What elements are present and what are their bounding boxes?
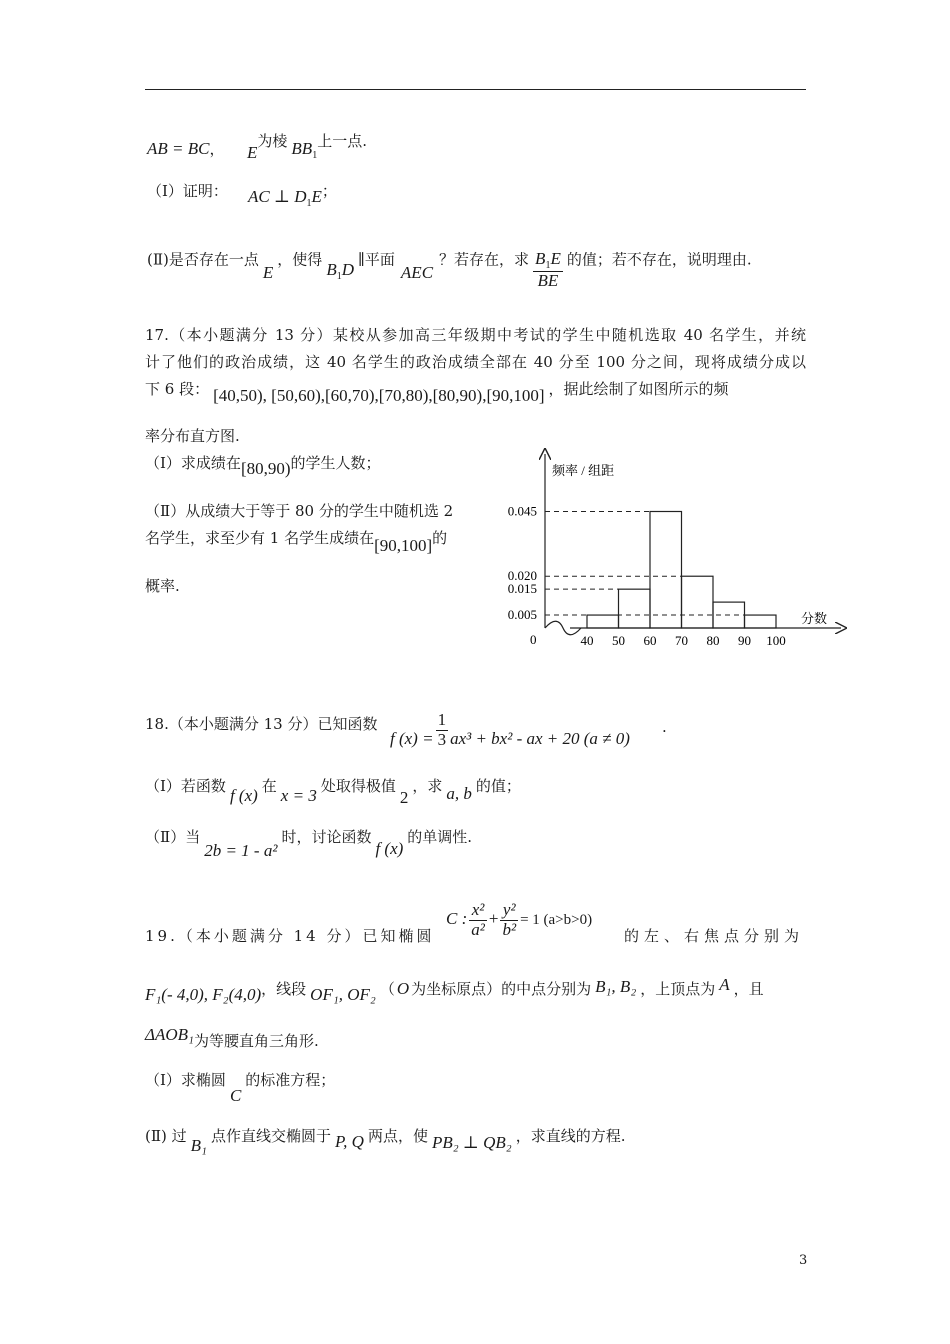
q16-part2 (147, 240, 752, 290)
q19-ellipse-equation (446, 901, 592, 939)
q17-intro-line2: 计了他们的政治成绩，这 40 名学生的政治成绩全部在 40 分至 100 分之间，现将成绩分成以 (145, 353, 806, 371)
q16-comma: ， (209, 140, 225, 158)
q17-part2-line2a: 名学生，求至少有 1 名学生成绩在 (145, 529, 375, 547)
q18-part1-ab: a, b (446, 784, 472, 803)
q19-x-fraction: $\frac{\text{x²}}{\text{a²}}$ (471, 900, 485, 939)
x-tick-label: 40 (580, 633, 594, 648)
q18-part1-label: （Ⅰ）若函数 (145, 777, 226, 795)
q19-line2-text4: ，上顶点为 (640, 980, 716, 998)
q18-func-rhs: ax³ + bx² - ax + 20 (a ≠ 0) (450, 729, 630, 749)
q16-part2-math-e: E (262, 263, 274, 283)
q17-intro-line3a: 下 6 段： (145, 380, 210, 398)
q19-line3-text: 为等腰直角三角形. (193, 1032, 319, 1050)
q16-part2-text2: ∥平面 (357, 250, 395, 269)
q19-part2-perp: PB₂ ⊥ QB₂ (431, 1133, 512, 1152)
q19-vertex-a: A (719, 975, 730, 994)
page-number: 3 (799, 1253, 808, 1268)
q18-part2-text2: 的单调性. (407, 828, 473, 846)
q17-intervals: [40,50), [50,60),[60,70),[70,80),[80,90),[90,100] (213, 386, 545, 405)
y-tick-label: 0.015 (507, 581, 537, 597)
y-tick-label: 0.005 (507, 607, 537, 623)
q19-line2-text3: 为坐标原点）的中点分别为 (411, 980, 592, 998)
q19-part2-text3: ，求直线的方程. (515, 1127, 626, 1145)
q19-triangle: ΔAOB₁ (145, 1025, 194, 1044)
q19-line2-text1: ，线段 (261, 980, 307, 998)
q19-line2 (145, 975, 764, 1004)
q19-part2 (145, 1125, 626, 1155)
histogram-bar-[50,60) (619, 589, 651, 628)
q19-midpoints: B₁, B₂ (595, 977, 637, 996)
q19-part1 (145, 1069, 336, 1105)
q18-function (390, 711, 630, 749)
q17-part2-line3: 概率. (145, 577, 180, 595)
q19-part1-label: （Ⅰ）求椭圆 (145, 1071, 226, 1089)
x-tick-label: 70 (675, 633, 688, 648)
q18-intro (145, 713, 377, 734)
q19-origin-o: O (396, 979, 410, 998)
q18-part2-text1: 时，讨论函数 (281, 828, 372, 846)
q19-intro-text: 19.（本小题满分 14 分）已知椭圆 (145, 927, 435, 945)
q19-intro-end: 的左、右焦点分别为 (624, 927, 805, 945)
q19-part1-c: C (229, 1086, 242, 1105)
q16-part1 (147, 180, 228, 201)
q18-part2-condition: 2b = 1 - a² (204, 841, 278, 860)
x-tick-label: 60 (643, 633, 657, 648)
x-tick-label: 90 (738, 633, 751, 648)
q16-part1-expression: AC ⊥ $D_1E$ (248, 187, 322, 209)
q16-line1 (147, 138, 224, 159)
q16-text-point: 上一点. (317, 132, 367, 150)
x-tick-label: 80 (706, 633, 720, 648)
q16-part2-fraction: $\frac{B_1E}{BE}$ (535, 249, 561, 290)
q18-part1-value2: 2 (399, 788, 409, 807)
origin-label: 0 (530, 632, 537, 647)
q17-part2-math: [90,100] (374, 536, 433, 555)
q17-part1-text: 的学生人数； (290, 454, 381, 472)
q17-part2-line2 (145, 527, 448, 555)
q18-part1-fx: f (x) (229, 786, 258, 805)
q18-func-lhs: f (x) = (390, 729, 434, 749)
x-axis-label: 分数 (801, 611, 828, 626)
q16-math-bb1: $BB_1$ (291, 139, 318, 161)
q19-intro (145, 925, 434, 946)
q18-intro-text: 18.（本小题满分 13 分）已知函数 (145, 715, 378, 733)
q18-period: . (662, 718, 667, 736)
header-rule (145, 89, 806, 90)
q18-part2-label: （Ⅱ）当 (145, 828, 201, 846)
y-tick-label: 0.020 (507, 568, 537, 584)
q18-part1-text1: 在 (261, 777, 277, 795)
q17-part1 (145, 452, 381, 478)
q16-part2-text1: ，使得 (277, 250, 323, 269)
q19-y-fraction: $\frac{\text{y²}}{\text{b²}}$ (502, 900, 517, 939)
q19-foci: F₁(- 4,0), F₂(4,0) (145, 985, 262, 1004)
q19-line2-text5: ，且 (733, 980, 764, 998)
histogram-bar-[90,100] (745, 615, 777, 628)
q17-part2-line2b: 的 (432, 529, 448, 547)
q17-part2-line1: （Ⅱ）从成绩大于等于 80 分的学生中随机选 2 (145, 502, 454, 520)
q18-part1-text3: ，求 (412, 777, 443, 795)
q19-part2-label: (Ⅱ) 过 (145, 1127, 187, 1145)
q17-intro-line3b: ，据此绘制了如图所示的频 (548, 380, 729, 398)
histogram-bar-[60,70) (650, 511, 682, 628)
q16-part2-math-aec: AEC (400, 263, 434, 283)
q16-part1-label: （Ⅰ）证明： (147, 182, 228, 200)
q18-part2-fx: f (x) (375, 839, 404, 858)
q17-part1-math: [80,90) (240, 459, 291, 478)
y-tick-label: 0.045 (507, 503, 537, 519)
q19-part2-text2: 两点，使 (367, 1127, 428, 1145)
q18-part1-x3: x = 3 (280, 786, 317, 805)
x-tick-label: 50 (612, 633, 625, 648)
q17-intro-line4: 率分布直方图. (145, 427, 240, 445)
q16-part2-label: (Ⅱ)是否存在一点 (147, 250, 259, 269)
q17-intro-line1: 17.（本小题满分 13 分）某校从参加高三年级期中考试的学生中随机选取 40 名学生，并统 (145, 326, 806, 344)
q17-intro-line3 (145, 378, 729, 405)
q18-part2 (145, 826, 473, 860)
q19-line2-text2: （ (379, 980, 395, 998)
q16-part2-text3: ？若存在，求 (439, 250, 530, 269)
q18-part1 (145, 775, 521, 807)
q19-part1-text: 的标准方程； (245, 1071, 336, 1089)
x-tick-label: 100 (766, 633, 786, 648)
q19-segments: OF₁, OF₂ (310, 985, 376, 1004)
q19-ellipse-c: C : (446, 909, 468, 929)
frequency-histogram (495, 448, 855, 658)
q16-text-prism: 为棱 (257, 132, 288, 150)
q16-line1b (247, 130, 367, 162)
q17-part1-label: （Ⅰ）求成绩在 (145, 454, 241, 472)
q19-part2-b1: B₁ (190, 1136, 207, 1155)
q19-part2-pq: P, Q (334, 1132, 364, 1151)
q18-func-fraction: $\frac{1}{3}$ (437, 710, 447, 749)
q19-ellipse-rhs: = 1 (a>b>0) (520, 912, 593, 929)
q16-part1-end: ； (321, 182, 337, 200)
histogram-bar-[70,80) (682, 576, 714, 628)
q16-part2-math-b1d: $B_1D$ (326, 260, 354, 283)
q16-part1-math (248, 182, 337, 209)
q19-line3 (145, 1025, 319, 1051)
q19-part2-text1: 点作直线交椭圆于 (210, 1127, 331, 1145)
y-axis-label: 频率 / 组距 (552, 463, 615, 478)
q16-part2-text4: 的值；若不存在，说明理由. (566, 250, 752, 269)
q16-math-e: E (247, 143, 258, 162)
q18-part1-text2: 处取得极值 (320, 777, 396, 795)
q16-math-ab-bc: AB = BC (147, 139, 210, 158)
histogram-bar-[40,50) (587, 615, 619, 628)
q19-plus: + (488, 909, 499, 929)
q18-part1-text4: 的值； (475, 777, 521, 795)
